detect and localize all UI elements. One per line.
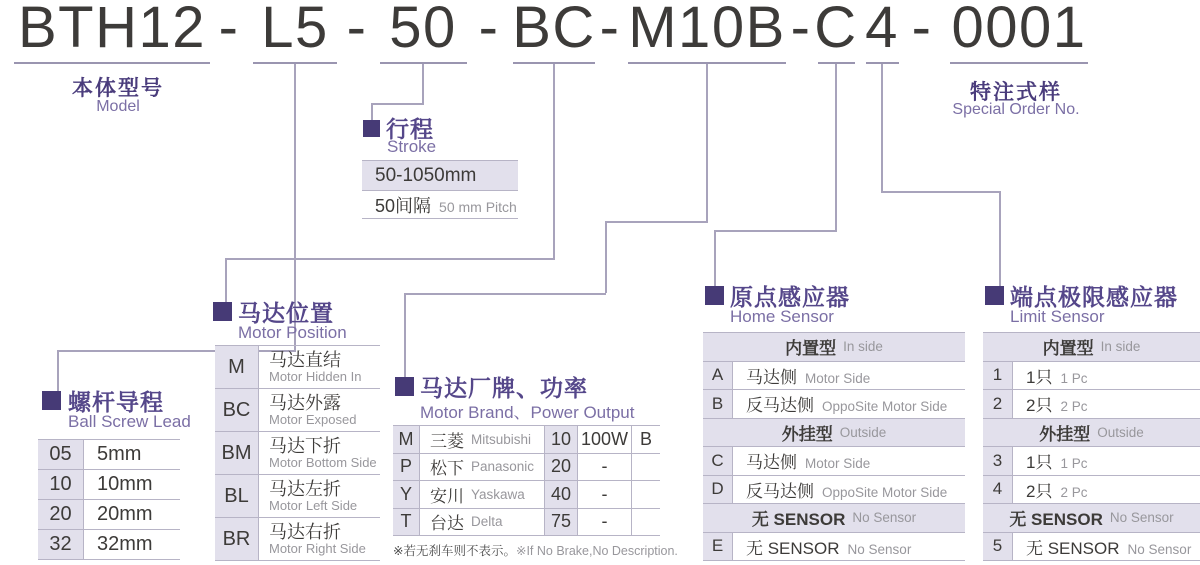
brand-en: Delta xyxy=(471,514,503,530)
position-zh: 马达左折 xyxy=(269,479,341,499)
underline-model xyxy=(14,62,210,64)
group-en: In side xyxy=(843,339,883,355)
brand-zh: 三菱 xyxy=(430,431,464,451)
bullet-square-icon xyxy=(705,286,724,305)
group-header-no-sensor xyxy=(703,504,965,533)
group-zh: 无 SENSOR xyxy=(1009,510,1103,530)
underline-limit-sensor xyxy=(866,62,899,64)
underline-special-order xyxy=(950,62,1088,64)
connector-stroke xyxy=(371,103,373,121)
sensor-zh: 马达侧 xyxy=(746,367,797,387)
connector-stroke xyxy=(422,64,424,103)
sensor-zh: 1只 xyxy=(1026,453,1053,473)
brand-zh: 松下 xyxy=(430,459,464,479)
sensor-en: Motor Side xyxy=(805,456,871,472)
power-value: 100W xyxy=(578,426,632,453)
brake-note xyxy=(393,541,678,559)
code-segment-model: BTH12 xyxy=(17,0,207,60)
power-value: - xyxy=(578,509,632,536)
dash-separator: - xyxy=(911,0,933,60)
motor-brand-title-en: Motor Brand、Power Output xyxy=(420,403,635,422)
table-row xyxy=(215,475,380,518)
bullet-square-icon xyxy=(213,302,232,321)
power-code: 40 xyxy=(545,481,578,508)
code-segment-motor-position: BC xyxy=(512,0,596,60)
home-sensor-title-en: Home Sensor xyxy=(730,307,834,326)
home-sensor-table xyxy=(703,332,965,561)
table-row xyxy=(393,454,660,482)
bullet-square-icon xyxy=(395,377,414,396)
sensor-en: Motor Side xyxy=(805,370,871,386)
sensor-zh: 反马达侧 xyxy=(746,481,814,501)
position-code: BR xyxy=(215,518,259,560)
brake-code xyxy=(632,509,660,536)
power-code: 20 xyxy=(545,454,578,481)
connector-limit-sensor xyxy=(999,191,1001,286)
brand-code: T xyxy=(393,509,420,536)
connector-limit-sensor xyxy=(881,64,883,191)
sensor-code: B xyxy=(703,390,733,418)
limit-sensor-title-zh: 端点极限感应器 xyxy=(1010,284,1178,310)
brand-code: Y xyxy=(393,481,420,508)
dash-separator: - xyxy=(790,0,812,60)
code-segment-limit-sensor: 4 xyxy=(865,0,899,60)
table-row xyxy=(393,481,660,509)
sensor-en: OppoSite Motor Side xyxy=(822,484,948,500)
sensor-code: 1 xyxy=(983,362,1013,390)
position-en: Motor Left Side xyxy=(269,498,358,513)
table-row xyxy=(703,362,965,391)
sensor-en: OppoSite Motor Side xyxy=(822,399,948,415)
sensor-code: 3 xyxy=(983,447,1013,475)
special-order-label-zh: 特注式样 xyxy=(970,81,1062,104)
group-zh: 内置型 xyxy=(1042,339,1094,359)
brand-zh: 台达 xyxy=(430,514,464,534)
position-en: Motor Hidden In xyxy=(269,369,362,384)
table-row xyxy=(38,470,180,500)
connector-motor-position xyxy=(225,258,227,302)
sensor-code: E xyxy=(703,533,733,561)
table-row xyxy=(393,509,660,537)
brake-code: B xyxy=(639,428,652,449)
position-en: Motor Bottom Side xyxy=(269,455,377,470)
connector-motor-brand xyxy=(605,221,708,223)
special-order-label-en: Special Order No. xyxy=(952,101,1080,118)
code-segment-home-sensor: C xyxy=(814,0,858,60)
code-segment-lead: L5 xyxy=(261,0,329,60)
table-row xyxy=(393,426,660,454)
sensor-code: A xyxy=(703,362,733,390)
lead-value: 20mm xyxy=(97,503,153,525)
group-header-outside xyxy=(983,419,1200,448)
model-label-en: Model xyxy=(96,98,140,115)
table-row xyxy=(38,530,180,560)
ball-screw-lead-title-en: Ball Screw Lead xyxy=(68,412,191,431)
table-row xyxy=(983,476,1200,505)
lead-value: 10mm xyxy=(97,473,153,495)
group-zh: 外挂型 xyxy=(781,424,833,444)
group-header-inside xyxy=(983,333,1200,362)
sensor-code: 2 xyxy=(983,390,1013,418)
table-row xyxy=(38,500,180,530)
group-zh: 外挂型 xyxy=(1039,424,1091,444)
power-value: - xyxy=(578,481,632,508)
position-en: Motor Right Side xyxy=(269,541,366,556)
position-zh: 马达外露 xyxy=(269,393,341,413)
sensor-en: 1 Pc xyxy=(1060,456,1088,472)
table-row xyxy=(703,533,965,562)
connector-motor-brand xyxy=(605,221,607,293)
code-segment-motor-brand: M10B xyxy=(628,0,786,60)
position-code: M xyxy=(215,346,259,388)
group-en: Outside xyxy=(1097,424,1144,440)
home-sensor-title-zh: 原点感应器 xyxy=(730,284,850,310)
table-row xyxy=(215,518,380,561)
sensor-zh: 无 SENSOR xyxy=(746,538,840,558)
bullet-square-icon xyxy=(363,120,380,137)
brake-code xyxy=(632,481,660,508)
stroke-range: 50-1050mm xyxy=(375,164,477,186)
model-label-zh: 本体型号 xyxy=(72,77,164,100)
connector-home-sensor xyxy=(835,64,837,230)
lead-code: 10 xyxy=(38,470,84,499)
sensor-zh: 1只 xyxy=(1026,367,1053,387)
table-row xyxy=(983,533,1200,562)
sensor-zh: 反马达侧 xyxy=(746,396,814,416)
position-zh: 马达下折 xyxy=(269,436,341,456)
sensor-code: D xyxy=(703,476,733,504)
dash-separator: - xyxy=(218,0,240,60)
connector-lead xyxy=(57,350,59,391)
table-row xyxy=(983,362,1200,391)
sensor-zh: 2只 xyxy=(1026,396,1053,416)
connector-motor-position xyxy=(553,64,555,258)
motor-position-table xyxy=(215,345,380,561)
group-zh: 内置型 xyxy=(785,339,837,359)
dash-separator: - xyxy=(599,0,621,60)
brand-zh: 安川 xyxy=(430,486,464,506)
group-en: In side xyxy=(1100,339,1141,355)
brand-en: Panasonic xyxy=(471,459,535,475)
stroke-pitch-zh: 50间隔 xyxy=(375,195,432,216)
stroke-table xyxy=(362,160,518,219)
table-row xyxy=(703,390,965,419)
dash-separator: - xyxy=(346,0,368,60)
bullet-square-icon xyxy=(985,286,1004,305)
lead-value: 32mm xyxy=(97,533,153,555)
sensor-code: 5 xyxy=(983,533,1013,561)
sensor-en: No Sensor xyxy=(847,541,912,557)
brand-code: P xyxy=(393,454,420,481)
bullet-square-icon xyxy=(42,391,61,410)
brand-code: M xyxy=(393,426,420,453)
connector-motor-brand xyxy=(404,293,406,377)
brake-note-zh: ※若无刹车则不表示。 xyxy=(393,544,516,558)
group-header-inside xyxy=(703,333,965,362)
connector-motor-position xyxy=(225,258,555,260)
lead-code: 05 xyxy=(38,440,84,469)
power-code: 75 xyxy=(545,509,578,536)
sensor-en: No Sensor xyxy=(1127,541,1192,557)
table-row xyxy=(983,447,1200,476)
table-row xyxy=(362,161,518,191)
table-row xyxy=(983,390,1200,419)
group-header-outside xyxy=(703,419,965,448)
connector-limit-sensor xyxy=(881,191,1000,193)
underline-home-sensor xyxy=(818,62,855,64)
motor-brand-title-zh: 马达厂牌、功率 xyxy=(420,375,588,401)
sensor-zh: 马达侧 xyxy=(746,453,797,473)
table-row xyxy=(362,191,518,219)
group-header-no-sensor xyxy=(983,504,1200,533)
sensor-code: C xyxy=(703,447,733,475)
position-zh: 马达直结 xyxy=(269,350,341,370)
stroke-pitch-en: 50 mm Pitch xyxy=(439,198,517,215)
motor-brand-table xyxy=(393,425,660,536)
position-zh: 马达右折 xyxy=(269,522,341,542)
position-code: BL xyxy=(215,475,259,517)
power-code: 10 xyxy=(545,426,578,453)
connector-stroke xyxy=(371,103,424,105)
table-row xyxy=(703,476,965,505)
table-row xyxy=(38,440,180,470)
stroke-title-en: Stroke xyxy=(387,137,437,156)
power-value: - xyxy=(578,454,632,481)
position-en: Motor Exposed xyxy=(269,412,357,427)
ball-screw-lead-title-zh: 螺杆导程 xyxy=(68,389,164,415)
group-en: Outside xyxy=(839,424,887,440)
code-segment-stroke: 50 xyxy=(389,0,457,60)
limit-sensor-table xyxy=(983,332,1200,561)
lead-value: 5mm xyxy=(97,443,142,465)
position-code: BC xyxy=(215,389,259,431)
sensor-zh: 2只 xyxy=(1026,481,1053,501)
sensor-zh: 无 SENSOR xyxy=(1026,538,1120,558)
dash-separator: - xyxy=(478,0,500,60)
sensor-en: 2 Pc xyxy=(1060,399,1088,415)
connector-home-sensor xyxy=(714,230,837,232)
limit-sensor-title-en: Limit Sensor xyxy=(1010,307,1105,326)
table-row xyxy=(215,389,380,432)
sensor-en: 1 Pc xyxy=(1060,370,1088,386)
group-en: No Sensor xyxy=(852,510,917,526)
lead-code: 20 xyxy=(38,500,84,529)
group-zh: 无 SENSOR xyxy=(751,510,846,530)
brand-en: Yaskawa xyxy=(471,486,525,502)
connector-home-sensor xyxy=(714,230,716,286)
connector-motor-brand xyxy=(706,64,708,221)
table-row xyxy=(215,346,380,389)
code-segment-special-order: 0001 xyxy=(951,0,1087,60)
table-row xyxy=(215,432,380,475)
motor-position-title-en: Motor Position xyxy=(238,323,347,342)
ball-screw-lead-table xyxy=(38,439,180,560)
position-code: BM xyxy=(215,432,259,474)
sensor-code: 4 xyxy=(983,476,1013,504)
brake-code xyxy=(632,454,660,481)
motor-position-title-zh: 马达位置 xyxy=(238,300,334,326)
sensor-en: 2 Pc xyxy=(1060,484,1088,500)
stroke-title-zh: 行程 xyxy=(386,116,434,142)
brand-en: Mitsubishi xyxy=(471,431,532,447)
lead-code: 32 xyxy=(38,530,84,559)
group-en: No Sensor xyxy=(1109,510,1174,526)
underline-stroke xyxy=(380,62,467,64)
table-row xyxy=(703,447,965,476)
brake-note-en: ※If No Brake,No Description. xyxy=(515,544,678,558)
connector-motor-brand xyxy=(404,293,606,295)
